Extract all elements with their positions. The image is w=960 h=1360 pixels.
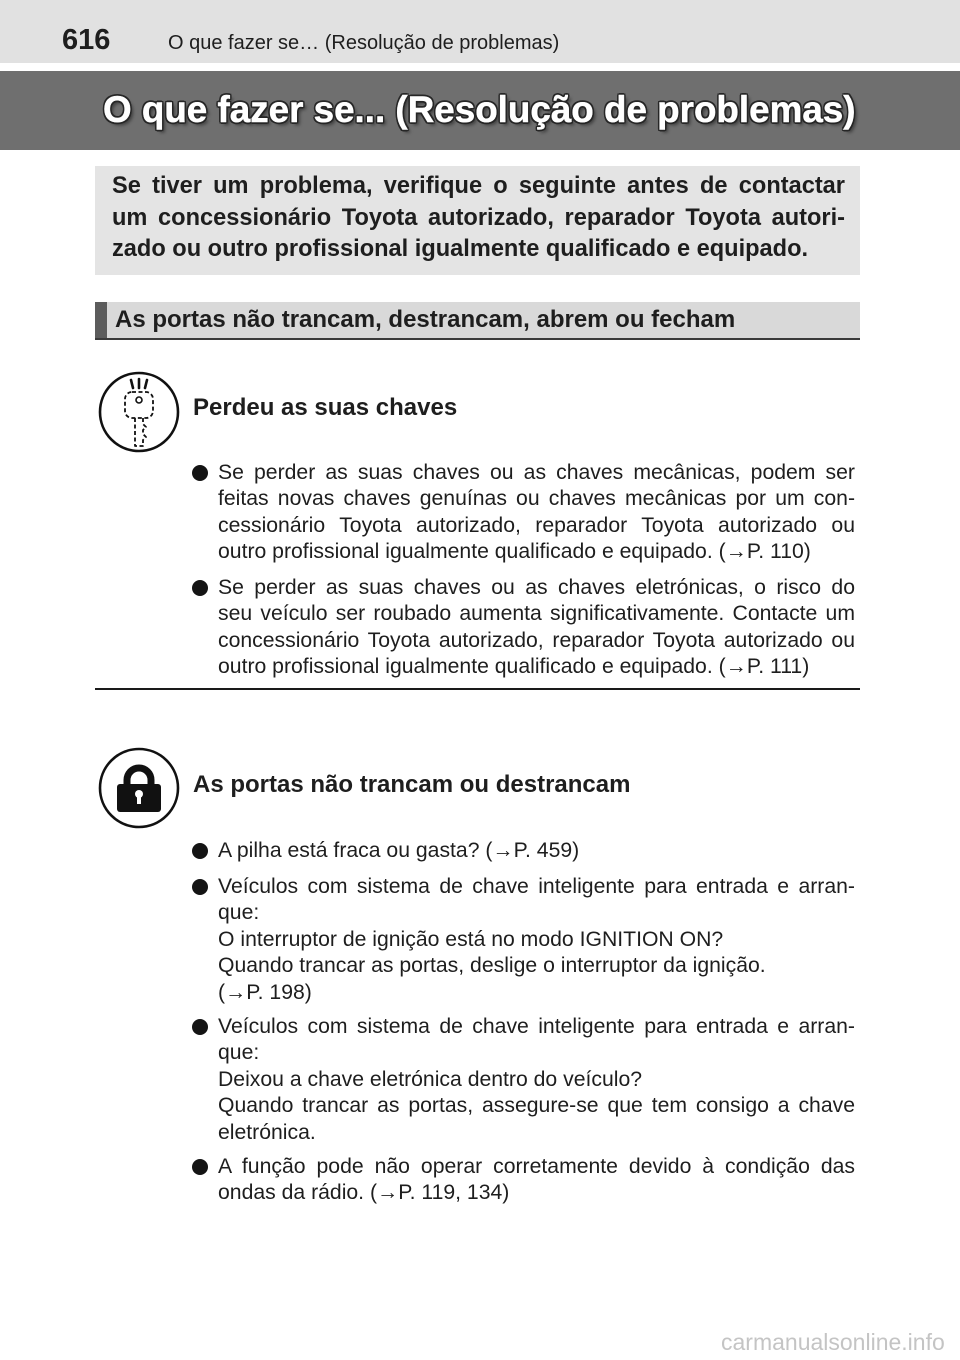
- page-number: 616: [62, 24, 111, 56]
- section-divider: [95, 688, 860, 690]
- bullet-item: [192, 575, 855, 681]
- bullet-item: [192, 838, 855, 864]
- bullet-text-line: cessionário Toyota autorizado, reparador Toyota autorizado ou: [218, 513, 855, 537]
- bullet-item: [192, 874, 855, 1006]
- bullet-text-line: Se perder as suas chaves ou as chaves eletrónicas, o risco do: [218, 576, 855, 599]
- lost-key-icon: [98, 371, 180, 453]
- bullet-text-line: (→P. 198): [218, 980, 312, 1004]
- intro-line: zado ou outro profissional igualmente qualificado e equipado.: [112, 236, 809, 262]
- bullet-text-line: ondas da rádio. (→P. 119, 134): [218, 1181, 510, 1205]
- bullet-text-line: Veículos com sistema de chave inteligente para entrada e arran-: [218, 875, 855, 898]
- intro-line: Se tiver um problema, verifique o seguinte antes de contactar: [112, 173, 845, 199]
- bullet-item: [192, 1014, 855, 1146]
- intro-line: um concessionário Toyota autorizado, reparador Toyota autori-: [112, 204, 845, 231]
- topic-heading: Perdeu as suas chaves: [193, 394, 458, 421]
- topic-heading: As portas não trancam ou destrancam: [193, 771, 631, 798]
- bullet-text-line: eletrónica.: [218, 1120, 316, 1144]
- bullet-text-line: concessionário Toyota autorizado, reparador Toyota autorizado ou: [218, 628, 855, 652]
- bullet-text-line: Quando trancar as portas, assegure-se que tem consigo a chave: [218, 1094, 855, 1118]
- bullet-dot: [192, 879, 208, 895]
- bullet-text-line: que:: [218, 1041, 260, 1065]
- bullet-item: [192, 1154, 855, 1207]
- bullet-dot: [192, 465, 208, 481]
- running-title: O que fazer se… (Resolução de problemas): [168, 32, 560, 54]
- intro-box: [95, 166, 860, 275]
- section-title: As portas não trancam, destrancam, abrem ou fecham: [115, 306, 736, 333]
- bullet-item: [192, 460, 855, 566]
- bullet-text-line: Quando trancar as portas, deslige o interruptor da ignição.: [218, 954, 766, 978]
- bullet-dot: [192, 580, 208, 596]
- bullet-text-line: outro profissional igualmente qualificado e equipado. (→P. 111): [218, 655, 810, 679]
- bullet-text-line: feitas novas chaves genuínas ou chaves mecânicas por um con-: [218, 487, 855, 511]
- bullet-text-line: seu veículo ser roubado aumenta significativamente. Contacte um: [218, 602, 855, 626]
- bullet-text-line: Deixou a chave eletrónica dentro do veículo?: [218, 1067, 643, 1091]
- bullet-dot: [192, 1159, 208, 1175]
- section-header: [95, 302, 860, 340]
- bullet-text-line: O interruptor de ignição está no modo IGNITION ON?: [218, 927, 724, 951]
- bullet-text-line: A função pode não operar corretamente devido à condição das: [218, 1155, 855, 1178]
- bullet-text-line: outro profissional igualmente qualificado e equipado. (→P. 110): [218, 540, 811, 564]
- section-accent-bar: [95, 302, 107, 338]
- bullet-text-line: que:: [218, 901, 260, 925]
- bullet-text-line: A pilha está fraca ou gasta? (→P. 459): [218, 839, 580, 862]
- bullet-text-line: Se perder as suas chaves ou as chaves mecânicas, podem ser: [218, 461, 855, 484]
- bullet-dot: [192, 843, 208, 859]
- lock-icon: [98, 747, 180, 829]
- bullet-dot: [192, 1019, 208, 1035]
- watermark: carmanualsonline.info: [721, 1329, 945, 1355]
- bullet-text-line: Veículos com sistema de chave inteligente para entrada e arran-: [218, 1015, 855, 1038]
- page-title: O que fazer se... (Resolução de problemas): [103, 89, 856, 130]
